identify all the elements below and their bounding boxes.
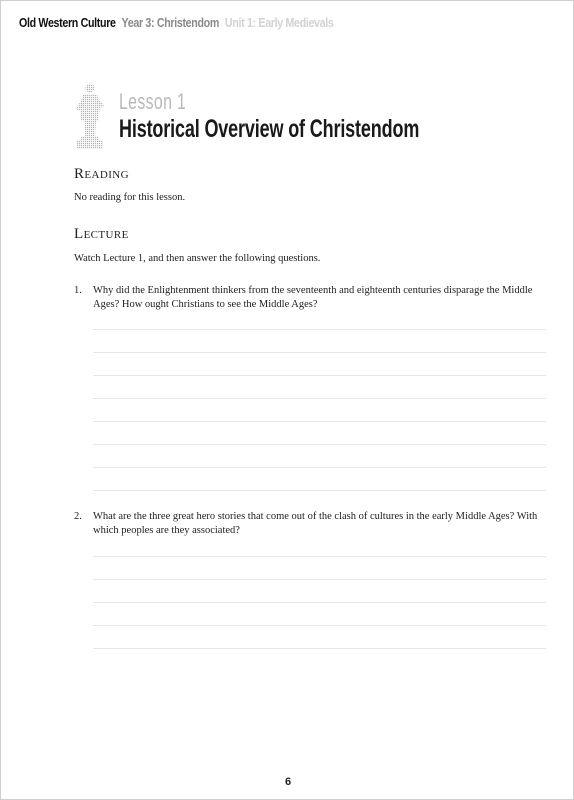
reading-text: No reading for this lesson. [74,192,186,203]
answer-line[interactable] [93,444,546,445]
lesson-number: Lesson 1 [119,89,187,114]
lesson-title: Historical Overview of Christendom [119,115,420,143]
question-text: What are the three great hero stories that come out of the clash of cultures in the early Middle Ages? With which peoples are they associated? [93,511,538,536]
header-course: Old Western Culture [19,15,116,30]
answer-line[interactable] [93,579,546,580]
question-number: 2. [74,511,82,522]
lecture-intro: Watch Lecture 1, and then answer the following questions. [74,253,321,264]
answer-line[interactable] [93,398,546,399]
question-number: 1. [74,285,82,296]
answer-line[interactable] [93,421,546,422]
question-text: Why did the Enlightenment thinkers from the seventeenth and eighteenth centuries disparage the Middle Ages? How ought Christians to see the Middle Ages? [93,285,533,310]
lecture-heading: Lecture [74,226,129,242]
answer-line[interactable] [93,329,546,330]
header-unit: Unit 1: Early Medievals [224,15,334,30]
statue-icon [71,81,111,151]
answer-line[interactable] [93,556,546,557]
answer-line[interactable] [93,375,546,376]
header-year: Year 3: Christendom [121,15,219,30]
answer-line[interactable] [93,467,546,468]
answer-line[interactable] [93,625,546,626]
answer-line[interactable] [93,352,546,353]
answer-line[interactable] [93,602,546,603]
answer-line[interactable] [93,648,546,649]
page-number: 6 [284,776,292,788]
answer-line[interactable] [93,490,546,491]
running-header [19,15,333,35]
reading-heading: Reading [74,166,129,182]
